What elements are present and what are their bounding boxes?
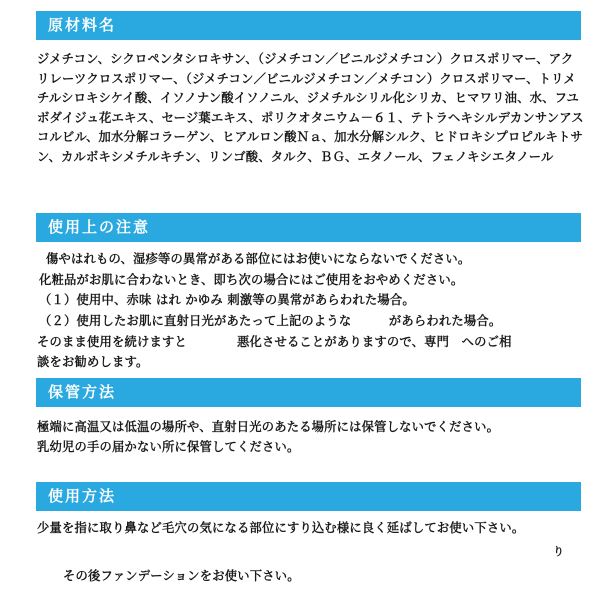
- ingredients-title: 原材料名: [48, 16, 117, 34]
- caution-line: （１）使用中、赤味 はれ かゆみ 刺激等の異常があらわれた場合。: [39, 293, 415, 307]
- storage-line: 極端に高温又は低温の場所や、直射日光のあたる場所には保管しないでください。: [37, 420, 500, 434]
- cautions-header: [36, 213, 581, 242]
- usage-line: 少量を指に取り鼻など毛穴の気になる部位にすり込む様に良く延ばしてお使い下さい。: [37, 521, 525, 535]
- ingredients-text: ジメチコン、シクロペンタシロキサン、（ジメチコン／ビニルジメチコン）クロスポリマー、アクリレーツクロスポリマー、（ジメチコン／ビニルジメチコン／メチコン）クロスポリマー、トリメチルシロキシケイ酸、イソノナン酸イソノニル、ジメチルシリル化シリカ、ヒマワリ油、水、フユボダイジュ花エキス、セージ葉エキス、ポリクオタニウム－６１、テトラヘキシルデカンサンアスコルビル、加水分解コラーゲン、ヒアルロン酸Ｎａ、加水分解シルク、ヒドロキシプロピルキトサン、カルボキシメチルキチン、リンゴ酸、タルク、ＢＧ、エタノール、フェノキシエタノール: [37, 52, 584, 164]
- storage-header: [36, 378, 581, 407]
- cautions-title: 使用上の注意: [48, 218, 151, 236]
- caution-line: 化粧品がお肌に合わないとき、即ち次の場合にはご使用をおやめください。: [39, 273, 464, 287]
- usage-header: [36, 482, 581, 511]
- usage-title: 使用方法: [48, 487, 117, 505]
- ingredients-header: [36, 11, 581, 40]
- usage-line: その後ファンデーションをお使い下さい。: [63, 569, 300, 583]
- caution-line: そのまま使用を続けますと 悪化させることがありますので、専門 へのご相: [37, 335, 512, 349]
- storage-line: 乳幼児の手の届かない所に保管してください。: [37, 440, 300, 454]
- caution-line: （２）使用したお肌に直射日光があたって上記のような があらわれた場合。: [39, 314, 502, 328]
- usage-stray-mark: り: [553, 545, 564, 558]
- storage-title: 保管方法: [48, 383, 117, 401]
- caution-line: 談をお勧めします。: [37, 355, 149, 369]
- caution-line: 傷やはれもの、湿疹等の異常がある部位にはお使いにならないでください。: [46, 252, 471, 266]
